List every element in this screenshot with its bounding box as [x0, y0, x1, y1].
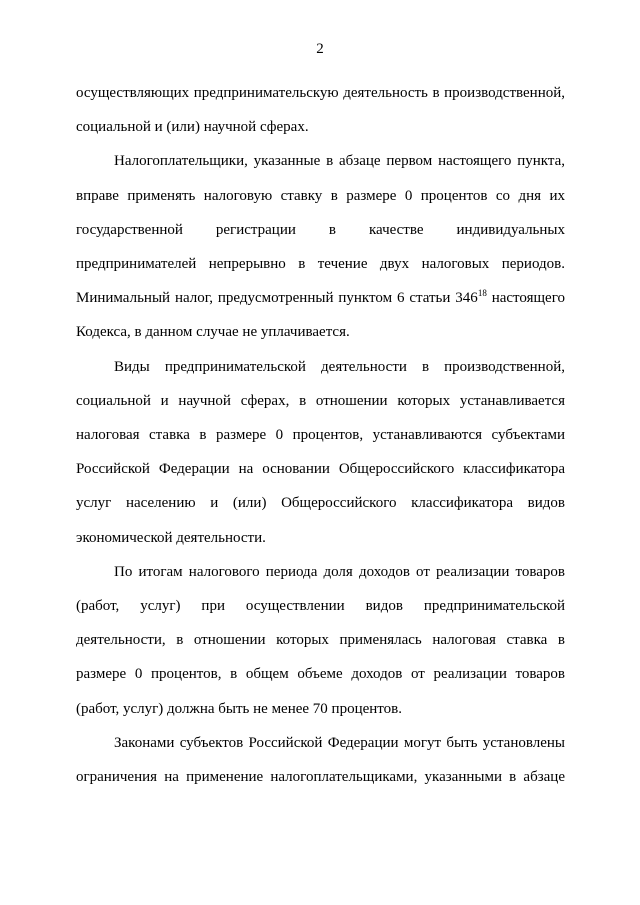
text-line: (работ, услуг) должна быть не менее 70 процентов.: [76, 700, 402, 717]
text-segment: настоящего: [486, 290, 565, 307]
page-number: 2: [316, 41, 324, 57]
text-line: Кодекса, в данном случае не уплачивается.: [76, 324, 350, 341]
text-line: По итогам налогового периода доля доходов от реализации товаров: [114, 563, 565, 580]
text-line: государственной регистрации в качестве индивидуальных: [76, 221, 565, 238]
text-line: размере 0 процентов, в общем объеме доходов от реализации товаров: [76, 666, 565, 683]
text-line: осуществляющих предпринимательскую деятельность в производственной,: [76, 85, 565, 101]
document-body: [76, 76, 565, 794]
text-line: вправе применять налоговую ставку в размере 0 процентов со дня их: [76, 187, 565, 204]
paragraph-1: [76, 76, 565, 144]
text-line: налоговая ставка в размере 0 процентов, устанавливаются субъектами: [76, 427, 565, 444]
text-line: предпринимателей непрерывно в течение двух налоговых периодов.: [76, 256, 565, 273]
text-line: Законами субъектов Российской Федерации могут быть установлены: [114, 734, 565, 751]
text-line: услуг населению и (или) Общероссийского классификатора видов: [76, 495, 565, 512]
text-line: Налогоплательщики, указанные в абзаце первом настоящего пункта,: [114, 153, 565, 170]
text-line: Российской Федерации на основании Общероссийского классификатора: [76, 461, 565, 478]
text-line: социальной и научной сферах, в отношении которых устанавливается: [76, 392, 565, 409]
text-line: экономической деятельности.: [76, 529, 266, 546]
text-line: (работ, услуг) при осуществлении видов предпринимательской: [76, 598, 565, 615]
paragraph-5: [76, 726, 565, 794]
paragraph-3: [76, 350, 565, 555]
paragraph-4: [76, 555, 565, 726]
text-line: Виды предпринимательской деятельности в производственной,: [114, 358, 565, 375]
text-line-with-footnote-ref: [76, 281, 565, 315]
text-segment: Минимальный налог, предусмотренный пунктом 6 статьи 346: [76, 290, 478, 307]
article-superscript: 18: [477, 288, 487, 299]
paragraph-2: [76, 144, 565, 349]
text-line: ограничения на применение налогоплательщиками, указанными в абзаце: [76, 769, 565, 786]
text-line: социальной и (или) научной сферах.: [76, 119, 309, 136]
text-line: деятельности, в отношении которых применялась налоговая ставка в: [76, 632, 565, 649]
